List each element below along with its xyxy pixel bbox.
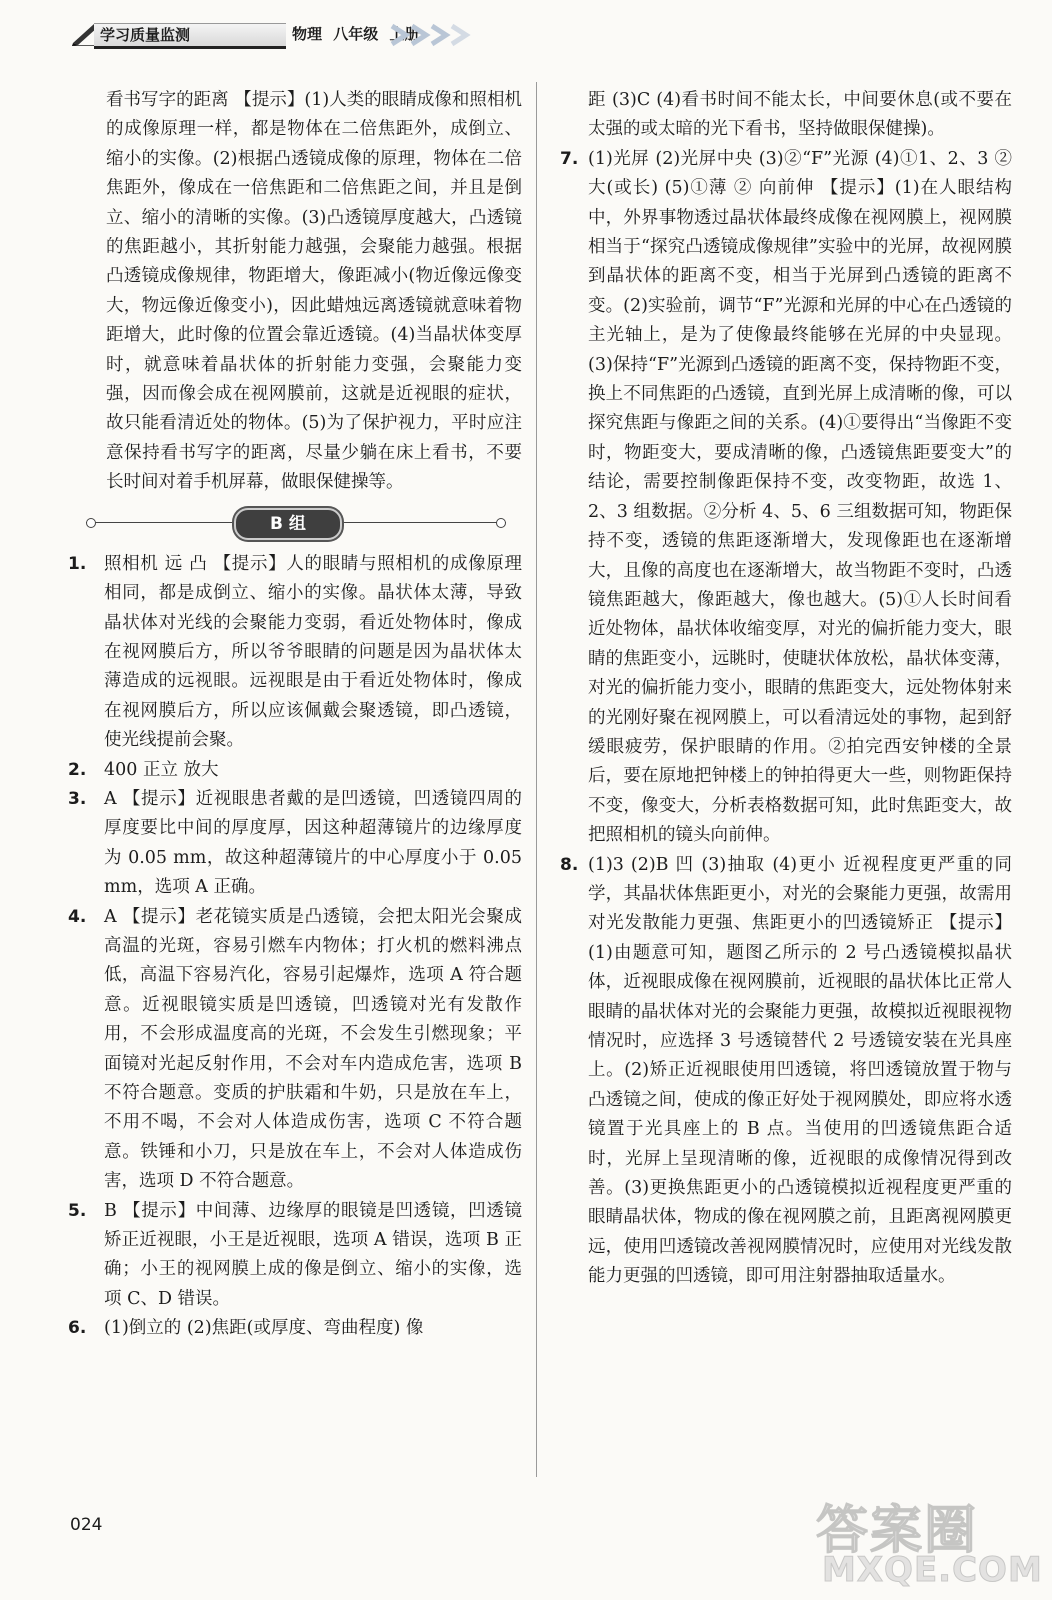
chevron-arrows-icon (388, 22, 488, 48)
left-column (68, 86, 522, 1344)
answer-item-3 (68, 785, 522, 903)
item-text: A 【提示】老花镜实质是凸透镜，会把太阳光会聚成高温的光斑，容易引燃车内物体；打火机的燃料沸点低，高温下容易汽化，容易引起爆炸，选项 A 符合题意。近视眼镜实质是凹透镜，凹透镜对光有发散作用，不会形成温度高的光斑，不会发生引燃现象；平面镜对光起反射作用，不会对车内造成危害，选项 B 不符合题意。变质的护肤霜和牛奶，只是放在车上，不用不喝，不会对人体造成伤害，选项 C 不符合题意。铁锤和小刀，只是放在车上，不会对人体造成伤害，选项 D 不符合题意。 (104, 906, 522, 1192)
item-text: B 【提示】中间薄、边缘厚的眼镜是凹透镜，凹透镜矫正近视眼，小王是近视眼，选项 A 错误，选项 B 正确；小王的视网膜上成的像是倒立、缩小的实像，选项 C、D 错误。 (104, 1200, 522, 1309)
page-header (70, 18, 490, 50)
item-text: 400 正立 放大 (104, 759, 219, 780)
heading-dot-right (496, 518, 506, 528)
watermark-url: MXQE.COM (822, 1550, 1043, 1590)
heading-dot-left (86, 518, 96, 528)
answer-item-7 (548, 145, 1012, 851)
page-number: 024 (70, 1515, 103, 1535)
item-number: 3. (68, 788, 87, 809)
item-number: 8. (560, 854, 579, 875)
item-text: A 【提示】近视眼患者戴的是凹透镜，凹透镜四周的厚度要比中间的厚度厚，因这种超薄镜片的边缘厚度为 0.05 mm，故这种超薄镜片的中心厚度小于 0.05 mm，选项 A 正确。 (104, 788, 522, 898)
item-text: 照相机 远 凸 【提示】人的眼睛与照相机的成像原理相同，都是成倒立、缩小的实像。晶状体太薄，导致晶状体对光线的会聚能力变弱，看近处物体时，像成在视网膜后方，所以爷爷眼睛的问题是因为晶状体太薄造成的远视眼。远视眼是由于看近处物体时，像成在视网膜后方，所以应该佩戴会聚透镜，即凸透镜，使光线提前会聚。 (104, 553, 522, 751)
item-6-continuation: 距 (3)C (4)看书时间不能太长，中间要休息(或不要在太强的或太暗的光下看书，坚持做眼保健操)。 (588, 90, 1012, 140)
answer-item-6 (68, 1314, 522, 1343)
item-number: 7. (560, 148, 579, 169)
group-b-badge: B 组 (234, 508, 342, 540)
column-divider (536, 82, 537, 1477)
watermark-logo-text: 答案圈 (816, 1501, 979, 1561)
item-number: 5. (68, 1200, 87, 1221)
item-number: 1. (68, 553, 87, 574)
answer-item-5 (68, 1197, 522, 1315)
item-number: 4. (68, 906, 87, 927)
item-number: 6. (68, 1318, 87, 1339)
group-heading (86, 504, 506, 542)
book-subtitle: 物理 八年级 上册 (292, 25, 420, 43)
answer-continuation: 看书写字的距离 【提示】(1)人类的眼睛成像和照相机的成像原理一样，都是物体在二倍焦距外，成倒立、缩小的实像。(2)根据凸透镜成像的原理，物体在二倍焦距外，像成在一倍焦距和二倍焦距之间，并且是倒立、缩小的清晰的实像。(3)凸透镜厚度越大，凸透镜的焦距越小，其折射能力越强，会聚能力越强。根据凸透镜成像规律，物距增大，像距减小(物近像远像变大，物远像近像变小)，因此蜡烛远离透镜就意味着物距增大，此时像的位置会靠近透镜。(4)当晶状体变厚时，就意味着晶状体的折射能力变强，会聚能力变强，因而像会成在视网膜前，这就是近视眼的症状，故只能看清近处的物体。(5)为了保护视力，平时应注意保持看书写字的距离，尽量少躺在床上看书，不要长时间对着手机屏幕，做眼保健操等。 (106, 90, 522, 493)
site-watermark (806, 1484, 1042, 1592)
right-column (548, 86, 1012, 1292)
answer-item-2 (68, 756, 522, 785)
answer-item-1 (68, 550, 522, 756)
series-title: 学习质量监测 (94, 23, 286, 49)
item-text: (1)光屏 (2)光屏中央 (3)②“F”光源 (4)①1、2、3 ② 大(或长) (5)①薄 ② 向前伸 【提示】(1)在人眼结构中，外界事物透过晶状体最终成像在视网膜上，视网膜相当于“探究凸透镜成像规律”实验中的光屏，故视网膜到晶状体的距离不变，相当于光屏到凸透镜的距离不变。(2)实验前，调节“F”光源和光屏的中心在凸透镜的主光轴上，是为了使像最终能够在光屏的中央显现。(3)保持“F”光源到凸透镜的距离不变，保持物距不变，换上不同焦距的凸透镜，直到光屏上成清晰的像，可以探究焦距与像距之间的关系。(4)①要得出“当像距不变时，物距变大，要成清晰的像，凸透镜焦距要变大”的结论，需要控制像距保持不变，改变物距，故选 1、2、3 组数据。②分析 4、5、6 三组数据可知，物距保持不变，透镜的焦距逐渐增大，发现像距也在逐渐增大，且像的高度也在逐渐增大，故当物距不变时，凸透镜焦距越大，像距越大，像也越大。(5)①人长时间看近处物体，晶状体收缩变厚，对光的偏折能力变大，眼睛的焦距变小，远眺时，使睫状体放松，晶状体变薄，对光的偏折能力变小，眼睛的焦距变大，远处物体射来的光刚好聚在视网膜上，可以看清远处的事物，起到舒缓眼疲劳，保护眼睛的作用。②拍完西安钟楼的全景后，要在原地把钟楼上的钟拍得更大一些，则物距保持不变，像变大，分析表格数据可知，此时焦距变大，故把照相机的镜头向前伸。 (588, 148, 1012, 846)
answer-item-8 (548, 851, 1012, 1292)
answer-item-4 (68, 903, 522, 1197)
item-text: (1)倒立的 (2)焦距(或厚度、弯曲程度) 像 (104, 1318, 424, 1339)
item-text: (1)3 (2)B 凹 (3)抽取 (4)更小 近视程度更严重的同学，其晶状体焦距更小，对光的会聚能力更强，故需用对光发散能力更强、焦距更小的凹透镜矫正 【提示】(1)由题意可知，题图乙所示的 2 号凸透镜模拟晶状体，近视眼成像在视网膜前，近视眼的晶状体比正常人眼睛的晶状体对光的会聚能力更强，故模拟近视眼视物情况时，应选择 3 号透镜替代 2 号透镜安装在光具座上。(2)矫正近视眼使用凹透镜，将凹透镜放置于物与凸透镜之间，使成的像正好处于视网膜处，即应将水透镜置于光具座上的 B 点。当使用的凹透镜焦距合适时，光屏上呈现清晰的像，近视眼的成像情况得到改善。(3)更换焦距更小的凸透镜模拟近视程度更严重的眼睛晶状体，物成的像在视网膜之前，且距离视网膜更远，使用凹透镜改善视网膜情况时，应使用对光线发散能力更强的凹透镜，即可用注射器抽取适量水。 (588, 854, 1012, 1287)
item-number: 2. (68, 759, 87, 780)
